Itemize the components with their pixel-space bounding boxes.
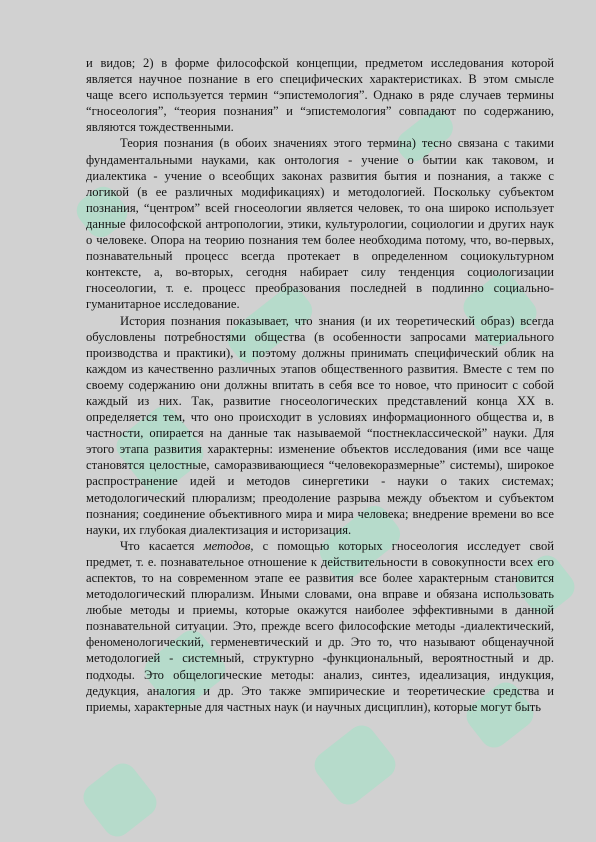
- watermark-shape: [309, 720, 401, 810]
- paragraph-2: Теория познания (в обоих значениях этого термина) тесно связана с такими фундаментальными науками, как онтология - учение о бытии как таковом, и диалектика - учение о всеобщих законах развития бытия и познания, а также с логикой (в ее различных модификациях) и методологией. Поскольку субъектом познания, “центром” всей гносеологии является человек, то она широко использует данные философской антропологии, этики, культурологии, социологии и других наук о человеке. Опора на теорию познания тем более необходима потому, что, во-первых, познавательный процесс всегда протекает в определенном социокультурном контексте, а, во-вторых, сегодня набирает силу тенденция социологизации гносеологии, т. е. процесс преобразования последней в подлинно социально-гуманитарное исследование.: [86, 136, 554, 312]
- paragraph-1: и видов; 2) в форме философской концепции, предметом исследования которой является научное познание в его специфических характеристиках. В этом смысле чаще всего используется термин “эпистемология”. Однако в ряде случаев термины “гносеология”, “теория познания” и “эпистемология” совпадают по содержанию, являются тождественными.: [86, 56, 554, 135]
- body-text: [86, 55, 554, 715]
- paragraph-4-lead: Что касается: [120, 538, 204, 553]
- paragraph-4: [86, 538, 554, 715]
- paragraph-4-body: , с помощью которых гносеология исследует свой предмет, т. е. познавательное отношение к действительности в совокупности всех его аспектов, то на современном этапе ее развития все более характерным становится методологический плюрализм. Иными словами, она вправе и обязана использовать любые методы и приемы, которые окажутся наиболее эффективными в данной познавательной ситуации. Это, прежде всего философские методы -диалектический, феноменологический, герменевтический и др. Это то, что называют общенаучной методологией - системный, структурно -функциональный, вероятностный и др. подходы. Это общелогические методы: анализ, синтез, идеализация, индукция, дедукция, аналогия и др. Это также эмпирические и теоретические средства и приемы, характерные для частных наук (и научных дисциплин), которые могут быть: [86, 538, 554, 714]
- watermark-shape: [78, 758, 162, 842]
- emphasis-methods: методов: [203, 538, 251, 553]
- paragraph-3: История познания показывает, что знания (и их теоретический образ) всегда обусловлены потребностями общества (в особенности запросами материального производства и практики), и поэтому должны принимать специфический облик на каждом из качественно различных этапов общественного развития. Вместе с тем по своему содержанию они должны впитать в себя все то новое, что приносит с собой каждый из них. Так, развитие гносеологических представлений конца XX в. определяется тем, что оно происходит в условиях информационного общества и, в частности, опирается на данные так называемой “постнеклассической” науки. Для этого этапа развития характерны: изменение объектов исследования (ими все чаще становятся целостные, саморазвивающиеся “человекоразмерные” системы), широкое распространение идей и методов синергетики - науки о таких системах; методологический плюрализм; преодоление разрыва между объектом и субъектом познания; соединение объективного мира и мира человека; внедрение времени во все науки, их глубокая диалектизация и историзация.: [86, 313, 554, 537]
